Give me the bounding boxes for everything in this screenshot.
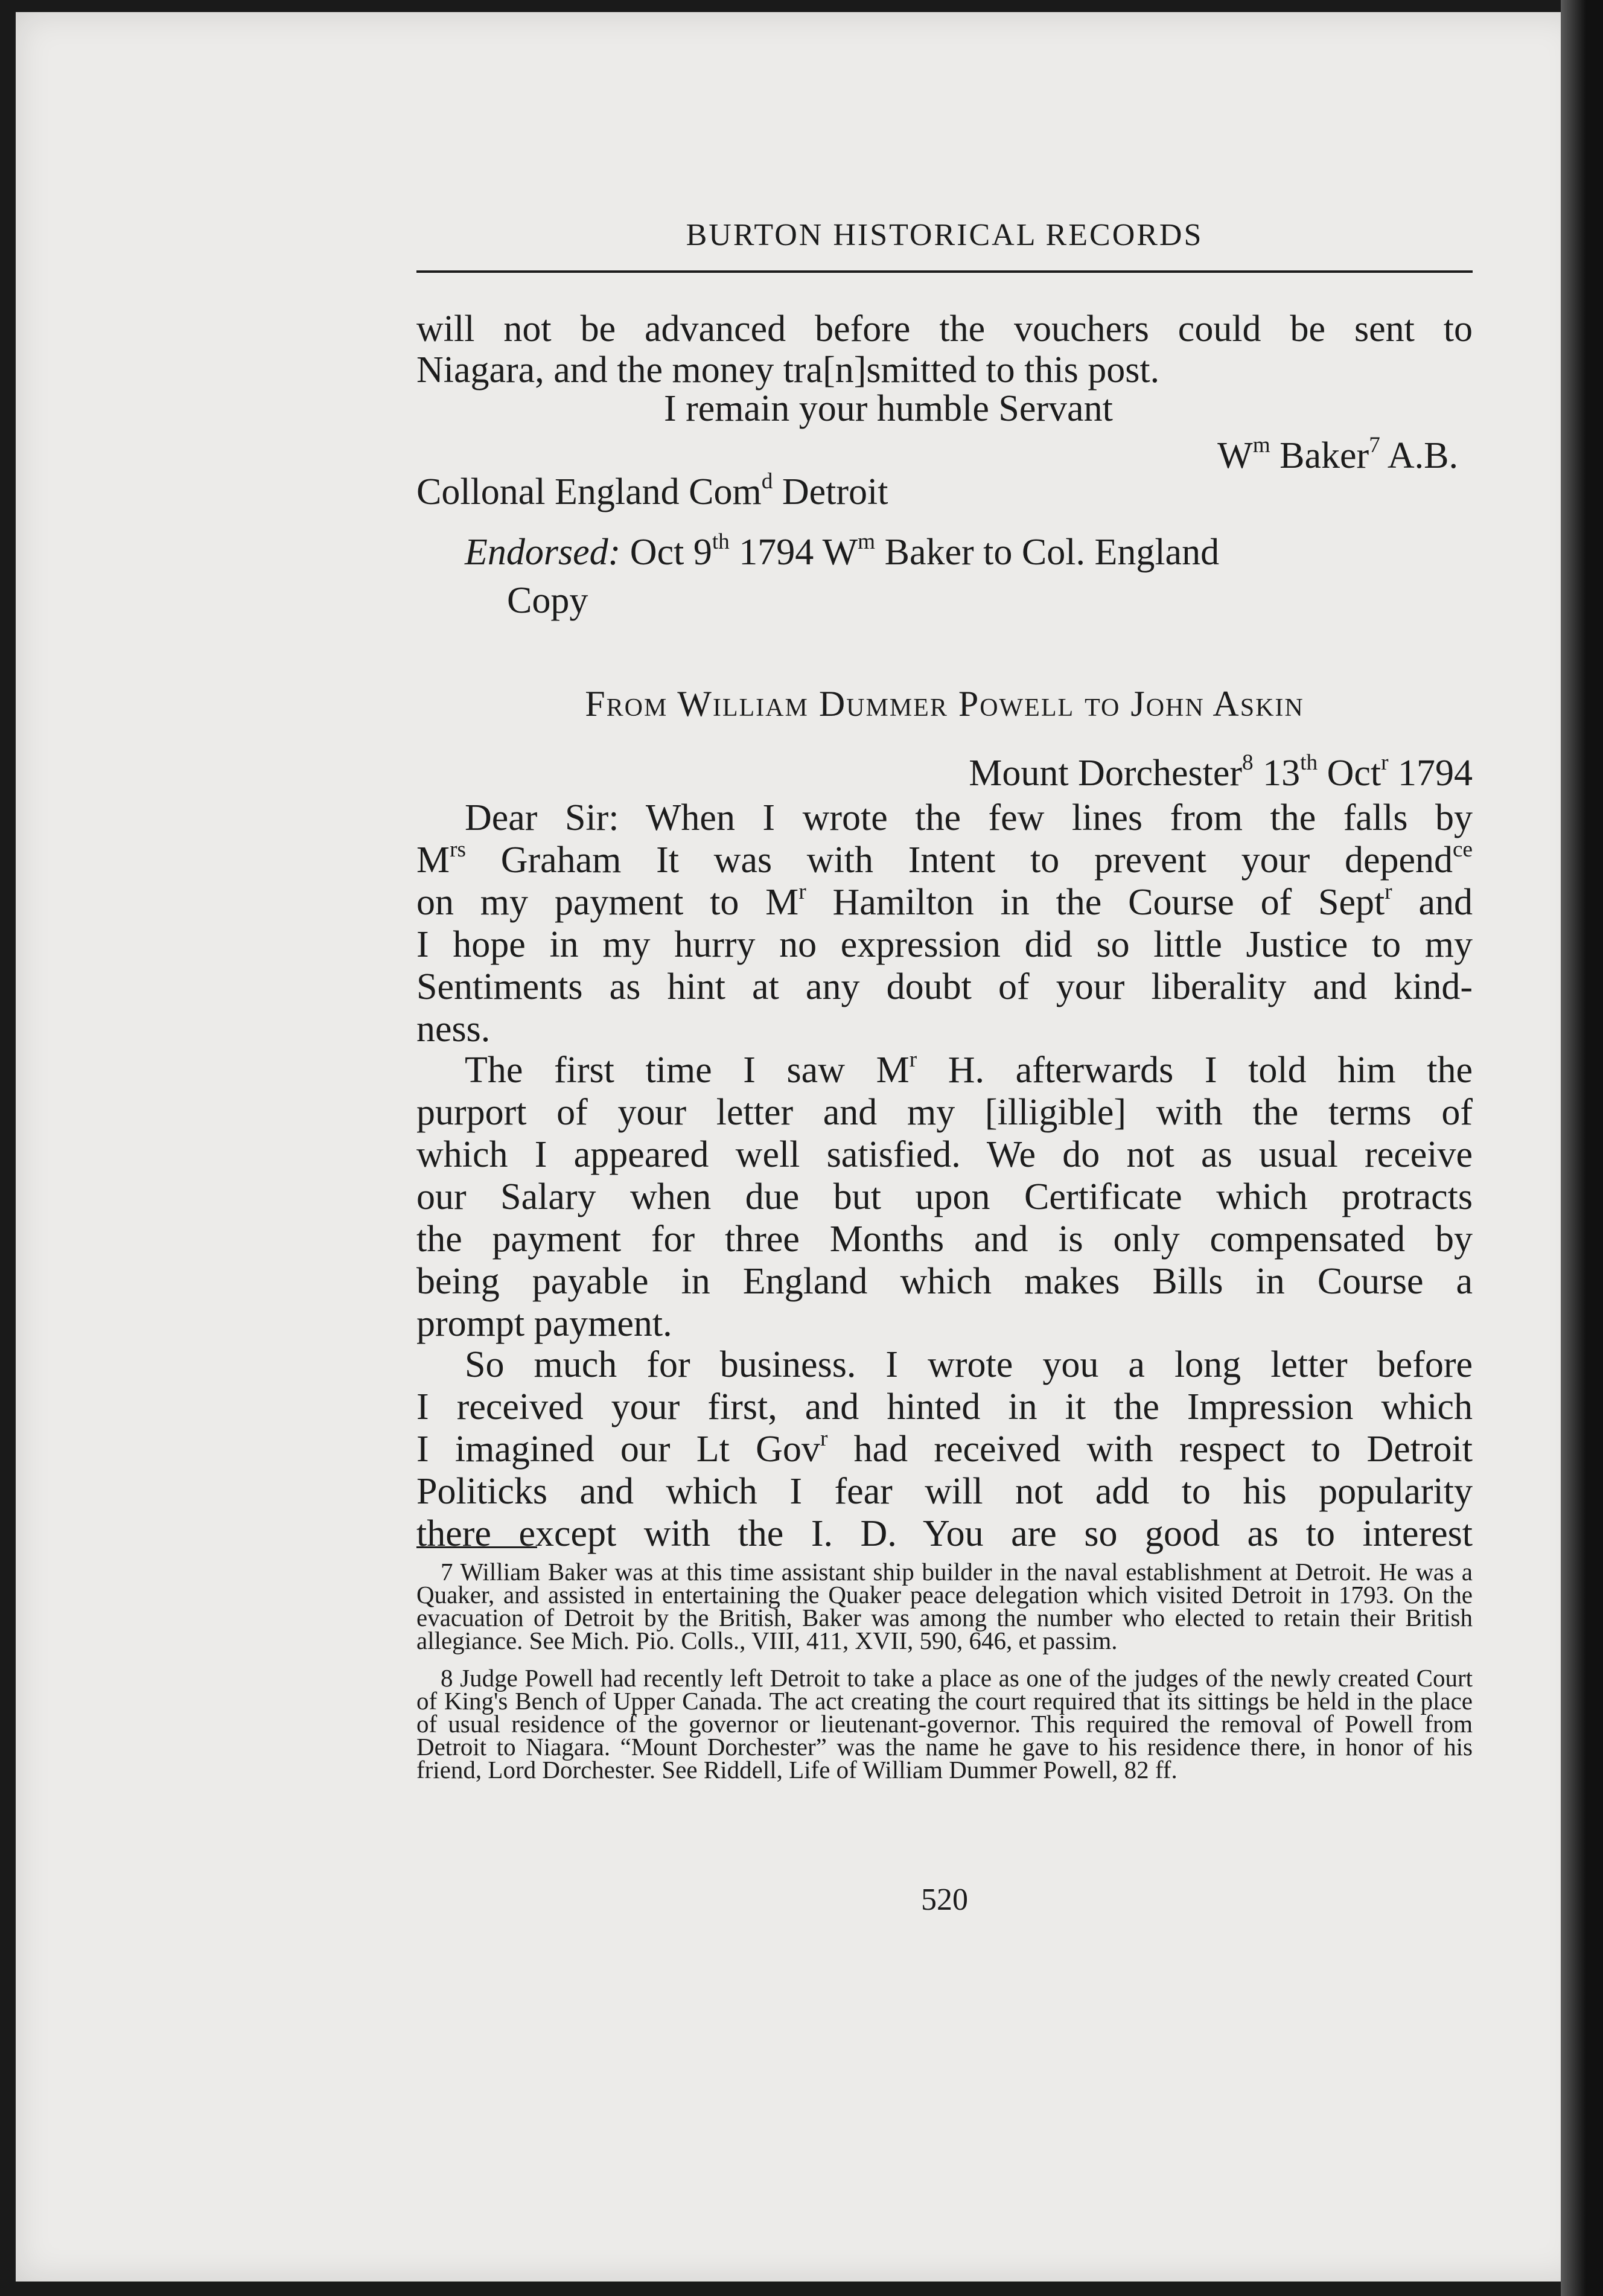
text-line: Niagara, and the money tra[n]smitted to this post. [416, 349, 1160, 391]
footnote-rule [416, 1546, 537, 1548]
copy-line: Copy [507, 580, 588, 621]
text-line: Politicks and which I fear will not add to his popularity [416, 1471, 1473, 1512]
text-line: The first time I saw $M^r$ H. afterwards I told him the [465, 1047, 1473, 1091]
page-number: 520 [921, 1883, 968, 1917]
text-line: there except with the I. D. You are so good as to interest [416, 1513, 1473, 1554]
closing-line: I remain your humble Servant [664, 388, 1113, 429]
addressee-line: Collonal England Com$^d$ Detroit [416, 468, 888, 512]
text-line: the payment for three Months and is only compensated by [416, 1219, 1473, 1260]
signature: $W^m$ Baker$^7$ A.B. [1217, 432, 1458, 476]
text-line: $M^{rs}$ Graham It was with Intent to prevent your depend$^{ce}$ [416, 837, 1473, 881]
text-line: on my payment to $M^r$ Hamilton in the Course of Sept$^r$ and [416, 879, 1473, 923]
text-line: ness. [416, 1009, 491, 1050]
header-rule [416, 270, 1473, 273]
text-line: I imagined our Lt Gov$^r$ had received with respect to Detroit [416, 1426, 1473, 1470]
text-line: will not be advanced before the vouchers could be sent to [416, 308, 1473, 349]
footnote-7: 7 William Baker was at this time assistant ship builder in the naval establishment at Detroit. He was a Quaker, and assisted in entertaining the Quaker peace delegation which visited Detroit in 1793. On the evacuation of Detroit by the British, Baker was among the number who elected to retain their British allegiance. See Mich. Pio. Colls., VIII, 411, XVII, 590, 646, et passim. [416, 1558, 1473, 1654]
text-line: I hope in my hurry no expression did so little Justice to my [416, 924, 1473, 965]
text-line: being payable in England which makes Bills in Course a [416, 1261, 1473, 1302]
running-header: BURTON HISTORICAL RECORDS [686, 218, 1203, 252]
dateline: Mount Dorchester$^8$ 13th Oct$^r$ 1794 [969, 750, 1473, 794]
text-line: I received your first, and hinted in it the Impression which [416, 1386, 1473, 1427]
letter-heading: From William Dummer Powell to John Askin [585, 684, 1304, 724]
text-line: prompt payment. [416, 1303, 672, 1344]
text-line: purport of your letter and my [illigible] with the terms of [416, 1092, 1473, 1133]
text-line: So much for business. I wrote you a long letter before [465, 1344, 1473, 1385]
text-line: Dear Sir: When I wrote the few lines from the falls by [465, 797, 1473, 838]
footnotes [416, 1558, 1473, 1784]
page-edge-shadow [1561, 0, 1603, 2296]
text-line: our Salary when due but upon Certificate which protracts [416, 1176, 1473, 1217]
text-line: Sentiments as hint at any doubt of your liberality and kind- [416, 966, 1473, 1007]
endorsement-line: Endorsed: Oct 9th 1794 $W^m$ Baker to Col. England [465, 529, 1220, 573]
text-line: which I appeared well satisfied. We do not as usual receive [416, 1134, 1473, 1175]
footnote-8: 8 Judge Powell had recently left Detroit to take a place as one of the judges of the newly created Court of King's Bench of Upper Canada. The act creating the court required that its sittings be held in the place of usual residence of the governor or lieutenant-governor. This required the removal of Powell from Detroit to Niagara. “Mount Dorchester” was the name he gave to his residence there, in honor of his friend, Lord Dorchester. See Riddell, Life of William Dummer Powell, 82 ff. [416, 1664, 1473, 1784]
